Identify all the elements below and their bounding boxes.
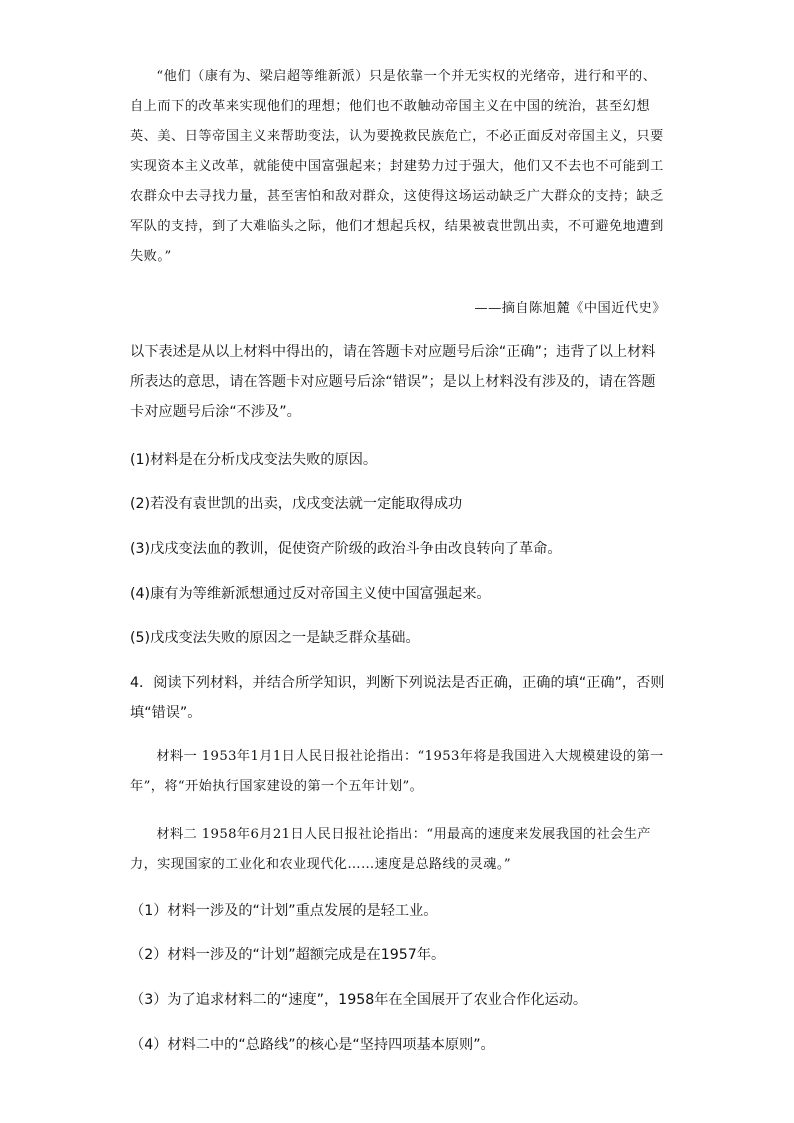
q4-item-2: （2）材料一涉及的“计划”超额完成是在1957年。 — [130, 947, 446, 963]
q4-item-1: （1）材料一涉及的“计划”重点发展的是轻工业。 — [130, 903, 438, 919]
instruction-text: 以下表述是从以上材料中得出的，请在答题卡对应题号后涂“正确”；违背了以上材料所表达的意思，请在答题卡对应题号后涂“错误”；是以上材料没有涉及的，请在答题卡对应题号后涂“不涉及”。 — [130, 344, 656, 420]
instruction-block — [130, 337, 666, 427]
q4-item-3: （3）为了追求材料二的“速度”，1958年在全国展开了农业合作化运动。 — [130, 992, 588, 1008]
quote-source: ——摘自陈旭麓《中国近代史》 — [474, 301, 666, 316]
q3-item-2: (2)若没有袁世凯的出卖，戊戌变法就一定能取得成功 — [130, 496, 463, 512]
quote-block — [130, 62, 666, 272]
q4-stem: 4．阅读下列材料，并结合所学知识，判断下列说法是否正确，正确的填“正确”，否则填“错误”。 — [130, 675, 665, 721]
q4-material-1: 材料一 1953年1月1日人民日报社论指出：“1953年将是我国进入大规模建设的第一年”，将“开始执行国家建设的第一个五年计划”。 — [130, 749, 664, 794]
q3-item-5: (5)戊戌变法失败的原因之一是缺乏群众基础。 — [130, 630, 420, 646]
q3-item-3: (3)戊戌变法血的教训，促使资产阶级的政治斗争由改良转向了革命。 — [130, 541, 562, 557]
q4-item-4: （4）材料二中的“总路线”的核心是“坚持四项基本原则”。 — [130, 1037, 495, 1053]
quote-text: “他们（康有为、梁启超等维新派）只是依靠一个并无实权的光绪帝，进行和平的、自上而下的改革来实现他们的理想；他们也不敢触动帝国主义在中国的统治，甚至幻想英、美、日等帝国主义来帮助变法，认为要挽救民族危亡，不必正面反对帝国主义，只要实现资本主义改革，就能使中国富强起来；封建势力过于强大，他们又不去也不可能到工农群众中去寻找力量，甚至害怕和敌对群众，这使得这场运动缺乏广大群众的支持；缺乏军队的支持，到了大难临头之际，他们才想起兵权，结果被袁世凯出卖，不可避免地遭到失败。” — [130, 69, 664, 264]
q3-item-1: (1)材料是在分析戊戌变法失败的原因。 — [130, 452, 378, 468]
q4-material-2: 材料二 1958年6月21日人民日报社论指出：“用最高的速度来发展我国的社会生产力，实现国家的工业化和农业现代化……速度是总路线的灵魂。” — [130, 827, 651, 872]
q3-item-4: (4)康有为等维新派想通过反对帝国主义使中国富强起来。 — [130, 586, 491, 602]
